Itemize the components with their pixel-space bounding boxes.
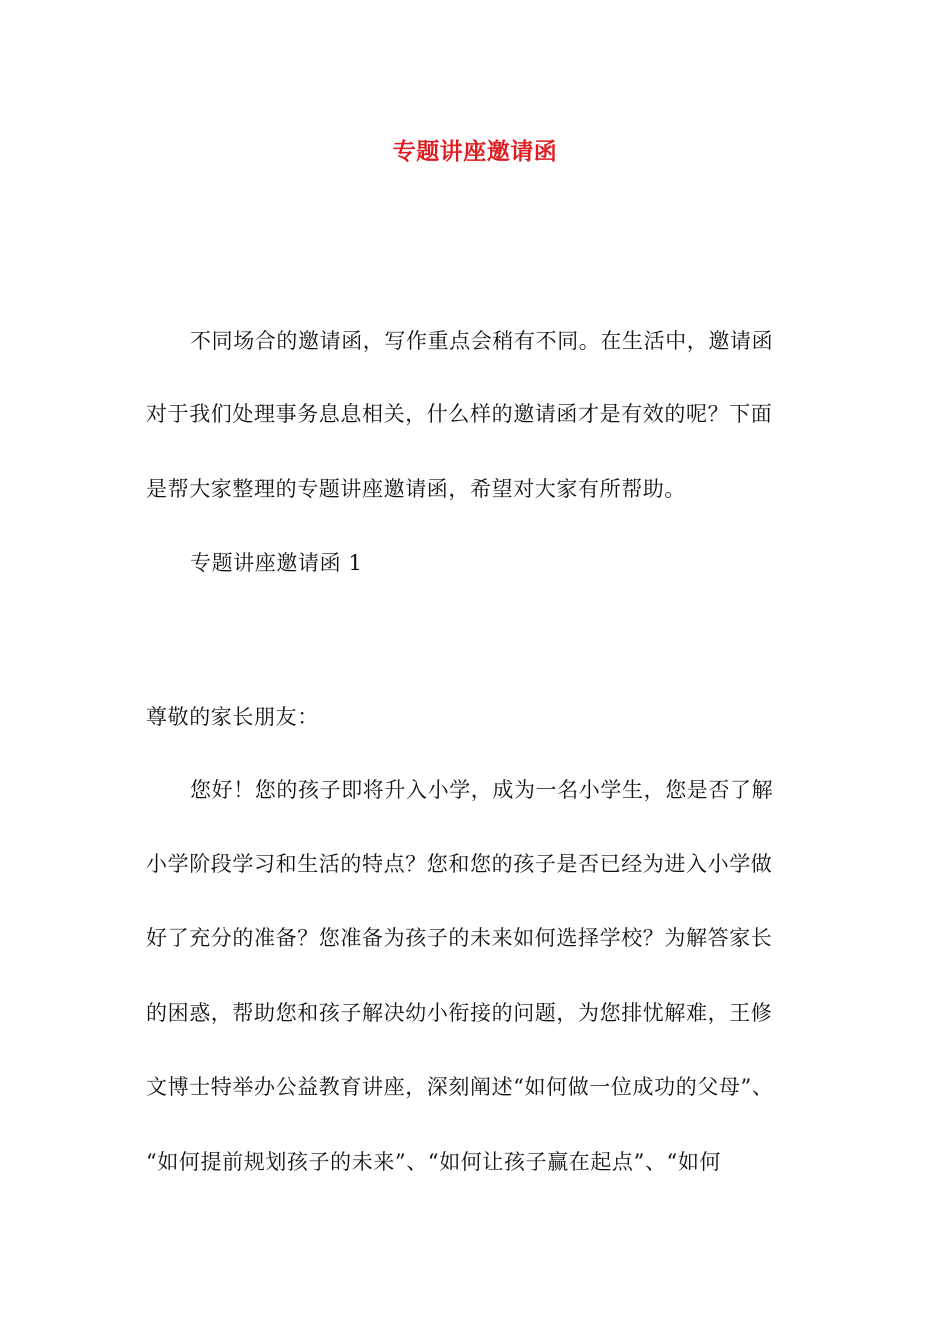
document-title: 专题讲座邀请函 — [392, 138, 558, 165]
section-heading: 专题讲座邀请函 1 — [190, 551, 363, 575]
salutation: 尊敬的家长朋友： — [146, 705, 319, 729]
body-line-4: 的困惑，帮助您和孩子解决幼小衔接的问题，为您排忧解难，王修 — [146, 1001, 773, 1025]
body-line-3: 好了充分的准备？您准备为孩子的未来如何选择学校？为解答家长 — [146, 926, 773, 950]
intro-line-1: 不同场合的邀请函，写作重点会稍有不同。在生活中，邀请函 — [190, 329, 774, 353]
intro-line-2: 对于我们处理事务息息相关，什么样的邀请函才是有效的呢？下面 — [146, 402, 773, 426]
body-line-6: “如何提前规划孩子的未来”、“如何让孩子赢在起点”、“如何 — [146, 1150, 722, 1174]
body-line-2: 小学阶段学习和生活的特点？您和您的孩子是否已经为进入小学做 — [146, 852, 773, 876]
intro-line-3: 是帮大家整理的专题讲座邀请函，希望对大家有所帮助。 — [146, 477, 686, 501]
body-line-1: 您好！您的孩子即将升入小学，成为一名小学生，您是否了解 — [190, 778, 774, 802]
body-line-5: 文博士特举办公益教育讲座，深刻阐述“如何做一位成功的父母”、 — [146, 1075, 774, 1099]
